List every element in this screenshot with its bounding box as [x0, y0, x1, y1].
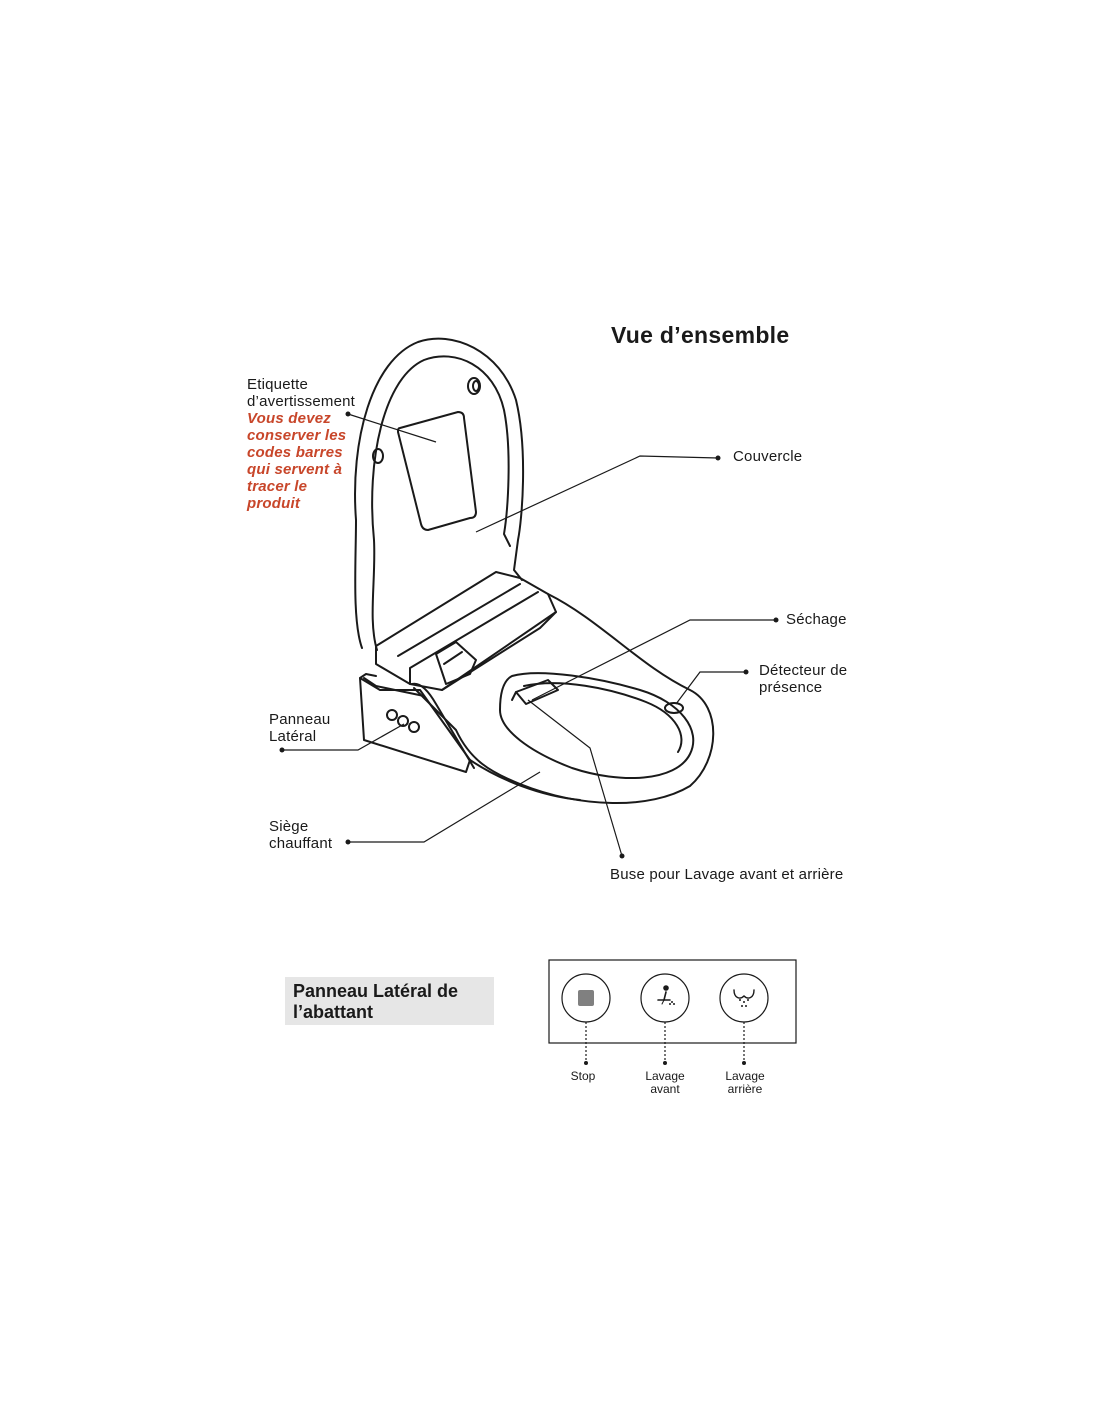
- dot-nozzle: [620, 854, 625, 859]
- warning-label-caption: [247, 376, 355, 512]
- warning-note-1: Vous devez: [247, 410, 331, 427]
- front-wash-label-line2: avant: [650, 1082, 680, 1096]
- presence-sensor-line1: Détecteur de: [759, 662, 848, 679]
- front-wash-icon: [658, 986, 674, 1004]
- hinge-block: [376, 572, 556, 690]
- lid-outline: [355, 339, 523, 648]
- warning-label-line1: Etiquette: [247, 376, 309, 393]
- side-panel-line1: Panneau: [269, 711, 331, 728]
- presence-sensor-line2: présence: [759, 679, 823, 696]
- rear-wash-label-line1: Lavage: [725, 1069, 765, 1083]
- rear-wash-label-line2: arrière: [727, 1082, 763, 1096]
- side-panel-caption: [269, 711, 330, 745]
- warning-note-2: conserver les: [247, 427, 347, 444]
- warning-label-sticker: [398, 412, 476, 530]
- side-panel-line2: Latéral: [269, 728, 317, 745]
- side-panel-title-box: [285, 977, 494, 1025]
- side-panel-button-1: [387, 710, 397, 720]
- front-wash-label-line1: Lavage: [645, 1069, 685, 1083]
- warning-note-3: codes barres: [247, 444, 343, 461]
- leader-drying: [532, 620, 776, 700]
- stop-label: [548, 1070, 618, 1083]
- rear-wash-label: [710, 1070, 780, 1096]
- dot-side-panel: [280, 748, 285, 753]
- lid-caption: Couvercle: [733, 448, 803, 465]
- side-panel-title-line2: l’abattant: [293, 1002, 374, 1022]
- side-panel-title-line1: Panneau Latéral de: [293, 981, 459, 1001]
- stop-icon: [578, 990, 594, 1006]
- nozzle-caption: Buse pour Lavage avant et arrière: [610, 866, 844, 883]
- dot-presence: [744, 670, 749, 675]
- drying-caption: Séchage: [786, 611, 847, 628]
- page-title: Vue d’ensemble: [611, 322, 790, 348]
- leader-lid: [476, 456, 718, 532]
- warning-note-5: tracer le: [247, 478, 308, 495]
- seat-opening: [500, 673, 693, 778]
- heated-seat-line2: chauffant: [269, 835, 333, 852]
- nozzle-housing: [516, 680, 558, 704]
- leader-nozzle: [528, 700, 622, 856]
- heated-seat-caption: [269, 818, 332, 852]
- warning-note-4: qui servent à: [247, 461, 343, 478]
- warning-label-line2: d’avertissement: [247, 393, 356, 410]
- dot-lid: [716, 456, 721, 461]
- heated-seat-line1: Siège: [269, 818, 309, 835]
- side-panel-title: [285, 977, 494, 1023]
- front-wash-label: [630, 1070, 700, 1096]
- rear-wash-icon: [734, 990, 754, 1006]
- side-panel-body: [360, 678, 470, 772]
- rear-wash-button: [720, 974, 768, 1022]
- side-panel-button-3: [409, 722, 419, 732]
- lid-hinge-hole-top-inner: [473, 381, 479, 391]
- dot-drying: [774, 618, 779, 623]
- stop-label-line1: Stop: [570, 1069, 596, 1083]
- dot-heated-seat: [346, 840, 351, 845]
- presence-sensor-caption: [759, 662, 847, 696]
- warning-note-6: produit: [247, 495, 301, 512]
